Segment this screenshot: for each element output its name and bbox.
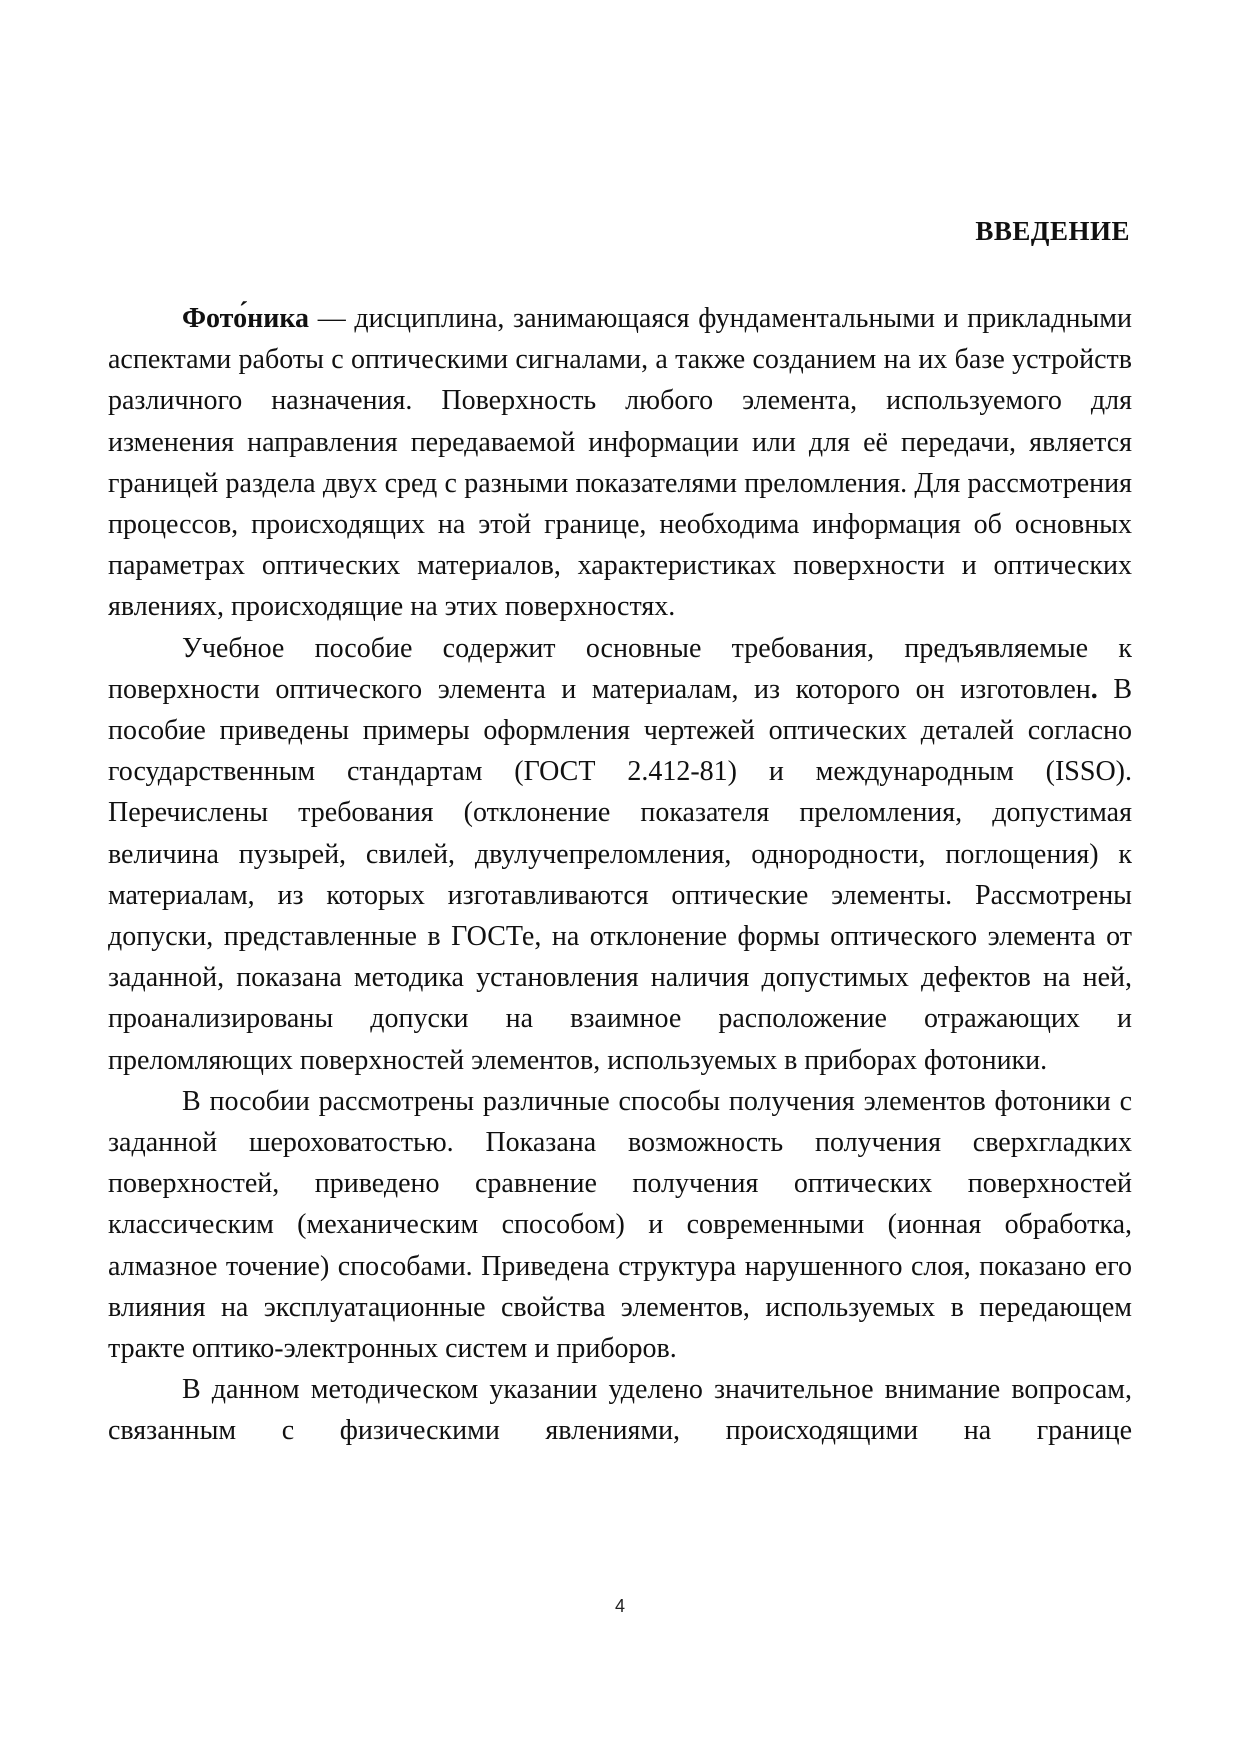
paragraph-4: В данном методическом указании уделено значительное внимание вопросам, связанным с физическими явлениями, происходящими на границе bbox=[108, 1374, 1132, 1447]
defined-term: Фото́ника bbox=[182, 303, 310, 334]
body-text bbox=[108, 298, 1132, 1452]
paragraph-2 bbox=[108, 628, 1132, 1081]
paragraph-2-text-before: Учебное пособие содержит основные требования, предъявляемые к поверхности оптического элемента и материалам, из которого он изготовлен bbox=[108, 632, 1132, 705]
paragraph-1-text: — дисциплина, занимающаяся фундаментальными и прикладными аспектами работы с оптическими сигналами, а также созданием на их базе устройств различного назначения. Поверхность любого элемента, используемого для изменения направления передаваемой информации или для её передачи, является границей раздела двух сред с разными показателями преломления. Для рассмотрения процессов, происходящих на этой границе, необходима информация об основных параметрах оптических материалов, характеристиках поверхности и оптических явлениях, происходящие на этих поверхностях. bbox=[108, 303, 1132, 623]
section-heading: ВВЕДЕНИЕ bbox=[975, 216, 1130, 246]
paragraph-3: В пособии рассмотрены различные способы получения элементов фотоники с заданной шероховатостью. Показана возможность получения сверхгладких поверхностей, приведено сравнение получения оптических поверхностей классическим (механическим способом) и современными (ионная обработка, алмазное точение) способами. Приведена структура нарушенного слоя, показано его влияния на эксплуатационные свойства элементов, используемых в передающем тракте оптико-электронных систем и приборов. bbox=[108, 1085, 1132, 1365]
paragraph-2-text-after: В пособие приведены примеры оформления чертежей оптических деталей согласно государственным стандартам (ГОСТ 2.412-81) и международным (ISSO). Перечислены требования (отклонение показателя преломления, допустимая величина пузырей, свилей, двулучепреломления, однородности, поглощения) к материалам, из которых изготавливаются оптические элементы. Рассмотрены допуски, представленные в ГОСТе, на отклонение формы оптического элемента от заданной, показана методика установления наличия допустимых дефектов на ней, проанализированы допуски на взаимное расположение отражающих и преломляющих поверхностей элементов, используемых в приборах фотоники. bbox=[108, 673, 1132, 1076]
paragraph-1 bbox=[108, 298, 1132, 628]
page-number: 4 bbox=[614, 1596, 625, 1616]
paragraph-2-bold-dot: . bbox=[1090, 673, 1098, 705]
